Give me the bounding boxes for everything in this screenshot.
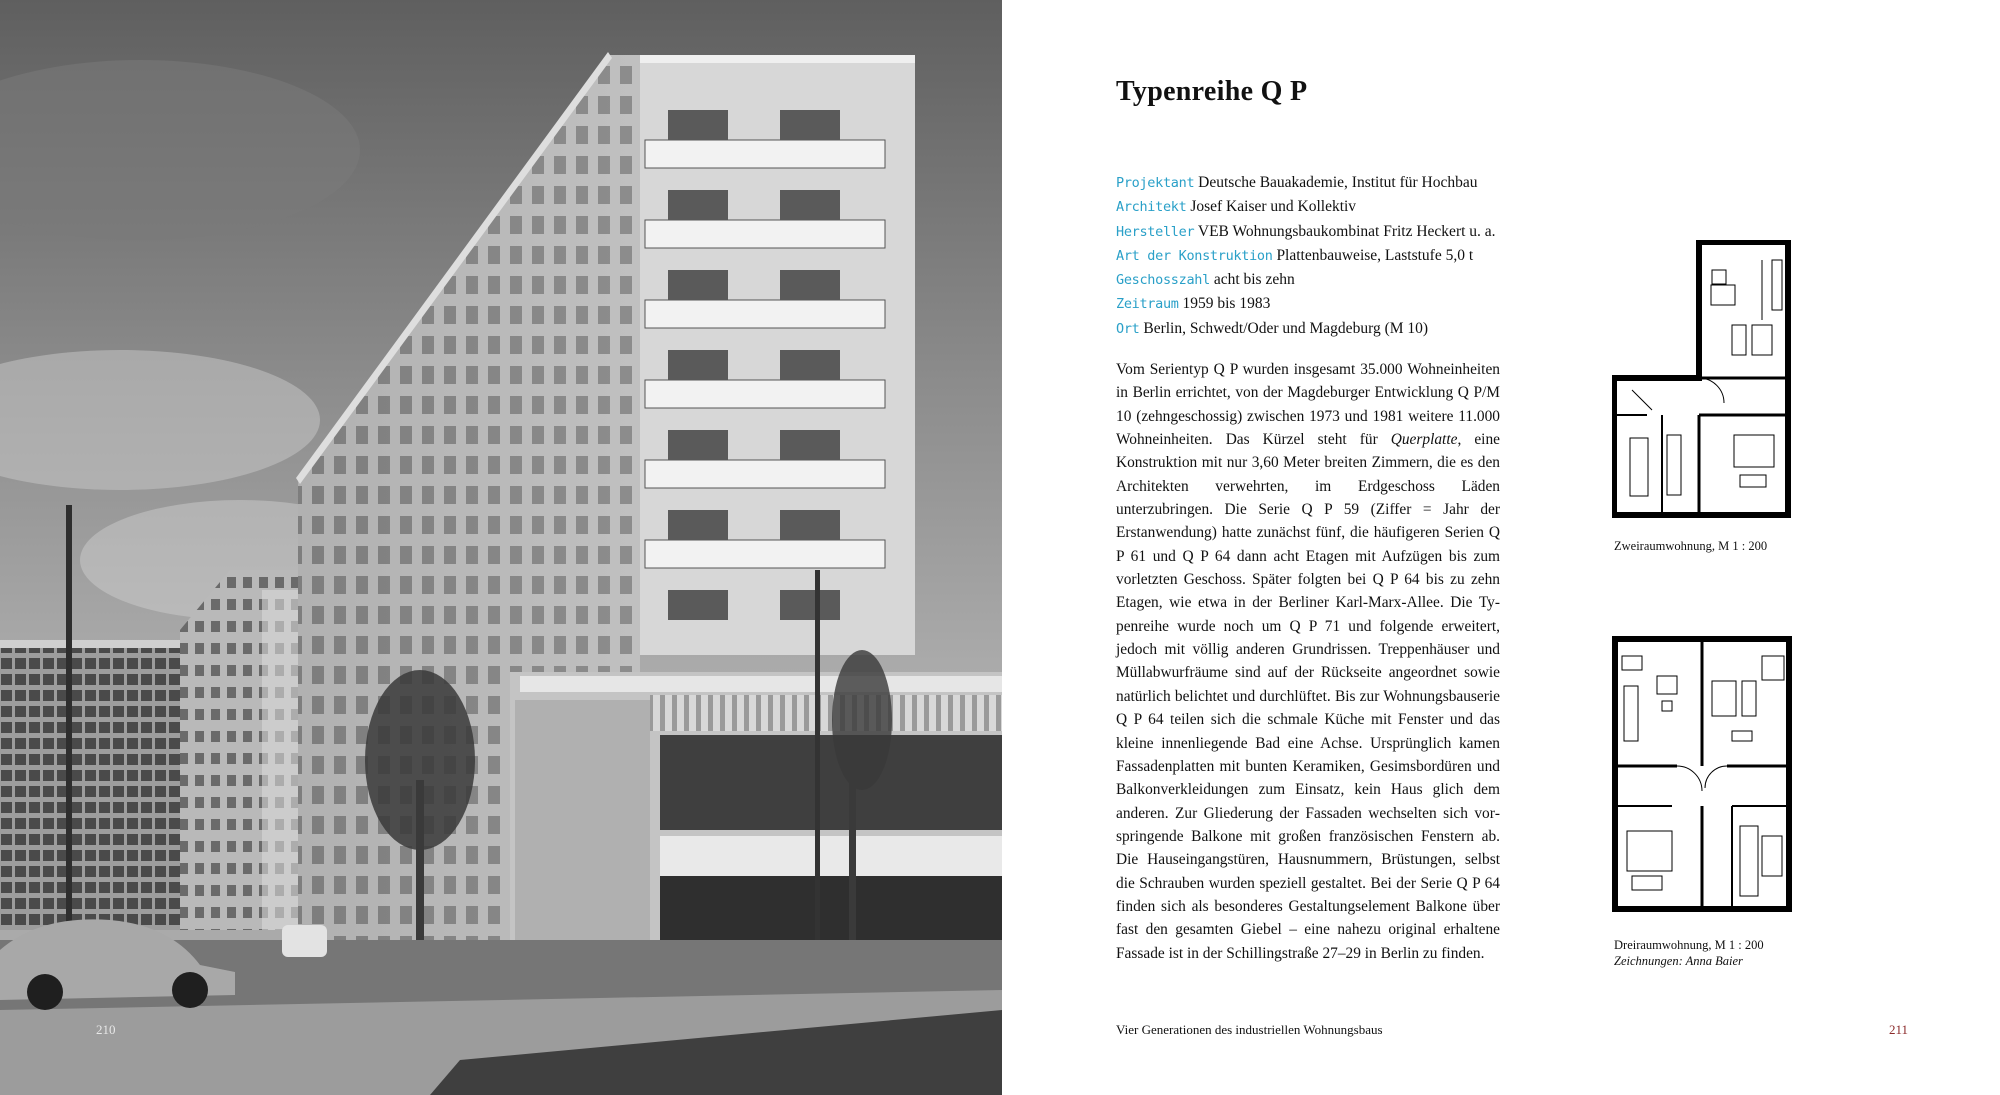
floor-plan-two-room — [1612, 240, 1796, 520]
fact-hersteller — [1116, 220, 1576, 244]
fact-label: Ort — [1116, 320, 1140, 337]
fact-value: Plattenbauweise, Laststufe 5,0 t — [1276, 246, 1474, 264]
right-page — [1002, 0, 2000, 1095]
page-number-left: 210 — [96, 1022, 116, 1037]
fact-label: Zeitraum — [1116, 296, 1179, 313]
floor-plan-three-room — [1612, 636, 1796, 916]
fact-projektant — [1116, 171, 1576, 195]
page-title: Typenreihe Q P — [1116, 76, 1308, 107]
fact-value: 1959 bis 1983 — [1182, 295, 1271, 313]
fact-konstruktion — [1116, 244, 1576, 268]
fact-label: Art der Konstruktion — [1116, 247, 1273, 264]
fact-geschosszahl — [1116, 268, 1576, 292]
plan2-caption — [1614, 937, 1764, 969]
fact-ort — [1116, 317, 1576, 341]
fact-label: Geschosszahl — [1116, 272, 1210, 289]
facts-list — [1116, 171, 1576, 341]
running-footer: Vier Generationen des industriellen Wohnungsbaus — [1116, 1022, 1383, 1037]
plan2-credit: Zeichnungen: Anna Baier — [1614, 954, 1743, 968]
plan1-caption: Zweiraumwohnung, M 1 : 200 — [1614, 539, 1768, 553]
floor-plan-drawing — [1612, 636, 1796, 916]
page-number-right: 211 — [1889, 1022, 1909, 1037]
plan2-caption-text: Dreiraumwohnung, M 1 : 200 — [1614, 938, 1764, 952]
fact-zeitraum — [1116, 292, 1576, 316]
fact-value: Berlin, Schwedt/Oder und Magdeburg (M 10) — [1143, 319, 1429, 337]
fact-value: Deutsche Bauakademie, Institut für Hochbau — [1198, 174, 1478, 191]
body-text-part: , eine Konstruktion mit nur 3,60 Meter breiten Zimmern, die es den Architekten verwehrten, im Erdgeschoss Läden unterzubringen. Die Serie Q P 59 (Ziffer = Jahr der Erstanwendung) hatte zunächst fünf, die häufigeren Serien Q P 61 und Q P 64 dann acht Etagen mit Aufzügen bis zum vorletzten Geschoss. Später folgten bei Q P 64 bis zu zehn Etagen, wie etwa in der Berliner Karl-Marx-Allee. Die Typenreihe wurde noch um Q P 71 und folgende erweitert, jedoch mit völlig anderen Grundrissen. Treppenhäuser und Müllabwurfräume sind auf der Rückseite angeordnet sowie natürlich belichtet und durchlüftet. Bis zur Wohnungsbauserie Q P 64 teilen sich die schmale Küche mit Fenster und das kleine innenliegende Bad eine Achse. Ursprünglich kamen Fassadenplatten mit bunten Keramiken, Gesimsbordüren und Balkonverkleidungen zum Einsatz, kein Haus glich dem anderen. Zur Gliederung der Fassaden wechselten sich vorspringende Balkone mit großen französischen Fenstern ab. Die Hauseingangstüren, Hausnummern, Brüstungen, selbst die Schrauben wurden speziell gestaltet. Bei der Serie Q P 64 finden sich als besonderes Gestaltungselement Balkone über fast den gesamten Giebel – eine nahezu original erhaltene Fassade ist in der Schillingstraße 27–29 in Berlin zu finden. — [1116, 431, 1500, 962]
floor-plan-drawing — [1612, 240, 1796, 520]
fact-value: VEB Wohnungsbaukombinat Fritz Heckert u. a. — [1197, 222, 1496, 240]
body-text-italic: Querplatte — [1390, 431, 1458, 449]
body-text-part: Vom Serientyp Q P wurden insgesamt 35.000 Wohneinheiten in Berlin errichtet, von der Magdeburger Entwicklung Q P/M 10 (zehngeschossig) zwischen 1973 und 1981 weitere 11.000 Wohneinheiten. Das Kürzel steht für — [1116, 361, 1500, 449]
fact-label: Hersteller — [1116, 223, 1195, 240]
fact-label: Architekt — [1116, 199, 1187, 216]
body-paragraph — [1116, 358, 1500, 965]
fact-value: acht bis zehn — [1213, 271, 1295, 289]
fact-value: Josef Kaiser und Kollektiv — [1190, 198, 1357, 216]
fact-label: Projektant — [1116, 175, 1195, 191]
fact-architekt — [1116, 195, 1576, 219]
